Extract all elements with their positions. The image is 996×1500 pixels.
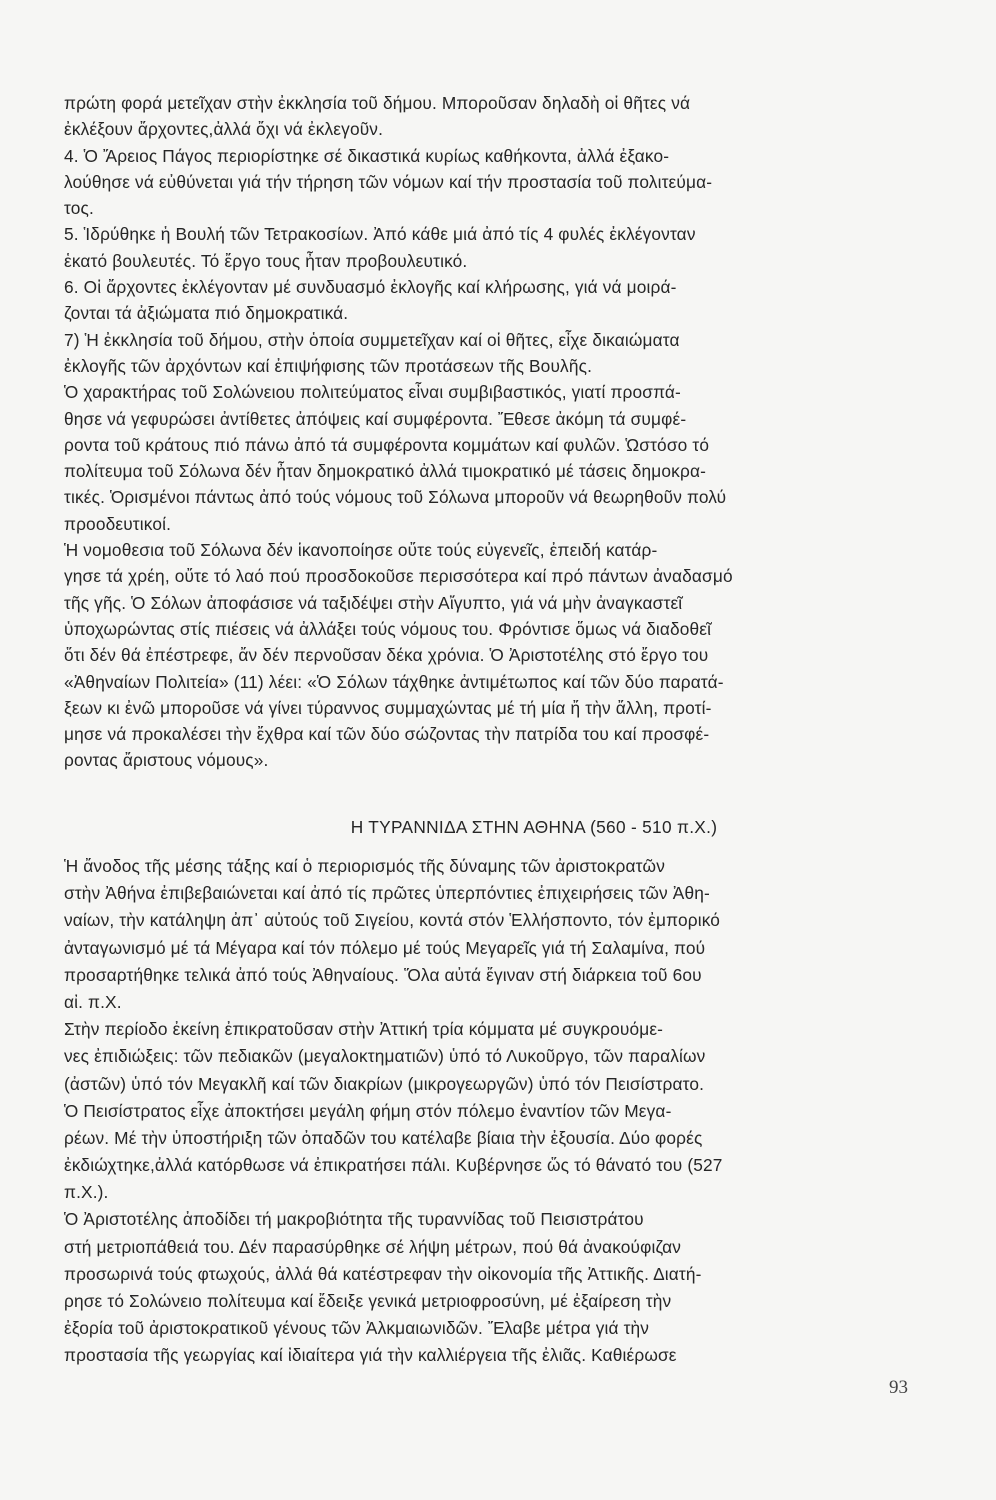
- text-line: θησε νά γεφυρώσει ἀντίθετες ἀπόψεις καί συμφέροντα. Ἔθεσε ἀκόμη τά συμφέ-: [64, 408, 687, 429]
- text-line: αἰ. π.Χ.: [64, 991, 122, 1012]
- text-line: ὑποχωρώντας στίς πιέσεις νά ἀλλάξει τούς νόμους του. Φρόντισε ὅμως νά διαδοθεῖ: [64, 618, 712, 639]
- text-line: στή μετριοπάθειά του. Δέν παρασύρθηκε σέ λήψη μέτρων, πού θά ἀνακούφιζαν: [64, 1236, 682, 1257]
- text-line: ροντας ἄριστους νόμους».: [64, 750, 269, 771]
- text-line: τικές. Ὁρισμένοι πάντως ἀπό τούς νόμους τοῦ Σόλωνα μποροῦν νά θεωρηθοῦν πολύ: [64, 487, 727, 508]
- text-line: πρώτη φορά μετεῖχαν στὴν ἐκκλησία τοῦ δήμου. Μποροῦσαν δηλαδὴ οἱ θῆτες νά: [64, 93, 691, 113]
- text-line: ἐκλέξουν ἄρχοντες,ἀλλά ὄχι νά ἐκλεγοῦν.: [64, 119, 384, 140]
- text-line: 6. Οἱ ἄρχοντες ἐκλέγονταν μέ συνδυασμό ἐκλογῆς καί κλήρωσης, γιά νά μοιρά-: [64, 277, 677, 298]
- text-line: Στὴν περίοδο ἐκείνη ἐπικρατοῦσαν στὴν Ἀττική τρία κόμματα μέ συγκρουόμε-: [64, 1019, 664, 1040]
- text-line: ἀνταγωνισμό μέ τά Μέγαρα καί τόν πόλεμο μέ τούς Μεγαρεῖς γιά τή Σαλαμίνα, πού: [64, 937, 706, 958]
- text-line: 7) Ἡ ἐκκλησία τοῦ δήμου, στὴν ὁποία συμμετεῖχαν καί οἱ θῆτες, εἶχε δικαιώματα: [64, 329, 680, 350]
- text-line: λούθησε νά εὐθύνεται γιά τήν τήρηση τῶν νόμων καί τήν προστασία τοῦ πολιτεύμα-: [64, 171, 713, 192]
- text-line: Ὁ Πεισίστρατος εἶχε ἀποκτήσει μεγάλη φήμη στόν πόλεμο ἐναντίον τῶν Μεγα-: [64, 1100, 672, 1121]
- text-line: ρησε τό Σολώνειο πολίτευμα καί ἔδειξε γενικά μετριοφροσύνη, μέ ἐξαίρεση τὴν: [64, 1291, 672, 1311]
- text-line: προσαρτήθηκε τελικά ἀπό τούς Ἀθηναίους. Ὅλα αὐτά ἔγιναν στή διάρκεια τοῦ 6ου: [64, 964, 702, 985]
- text-line: ρέων. Μέ τὴν ὑποστήριξη τῶν ὀπαδῶν του κατέλαβε βίαια τὴν ἐξουσία. Δύο φορές: [64, 1127, 703, 1148]
- text-line: «Ἀθηναίων Πολιτεία» (11) λέει: «Ὁ Σόλων τάχθηκε ἀντιμέτωπος καί τῶν δύο παρατά-: [64, 671, 724, 692]
- text-line: ὅτι δέν θά ἐπέστρεφε, ἄν δέν περνοῦσαν δέκα χρόνια. Ὁ Ἀριστοτέλης στό ἔργο του: [64, 645, 709, 666]
- text-line: ἐκλογῆς τῶν ἀρχόντων καί ἐπιψήφισης τῶν προτάσεων τῆς Βουλῆς.: [64, 355, 593, 376]
- text-line: προστασία τῆς γεωργίας καί ἰδιαίτερα γιά τὴν καλλιέργεια τῆς ἐλιᾶς. Καθιέρωσε: [64, 1345, 677, 1366]
- text-line: τος.: [64, 198, 94, 219]
- text-line: ναίων, τὴν κατάληψη ἀπ᾽ αὐτούς τοῦ Σιγείου, κοντά στόν Ἑλλήσποντο, τόν ἐμπορικό: [64, 910, 721, 931]
- text-line: προοδευτικοί.: [64, 513, 172, 534]
- text-line: ζονται τά ἀξιώματα πιό δημοκρατικά.: [64, 303, 349, 324]
- text-line: Ἡ ἄνοδος τῆς μέσης τάξης καί ὁ περιορισμός τῆς δύναμης τῶν ἀριστοκρατῶν: [64, 856, 665, 876]
- text-line: πολίτευμα τοῦ Σόλωνα δέν ἦταν δημοκρατικό ἀλλά τιμοκρατικό μέ τάσεις δημοκρα-: [64, 461, 706, 482]
- text-line: προσωρινά τούς φτωχούς, ἀλλά θά κατέστρεφαν τὴν οἰκονομία τῆς Ἀττικῆς. Διατή-: [64, 1263, 702, 1284]
- text-line: τῆς γῆς. Ὁ Σόλων ἀποφάσισε νά ταξιδέψει στὴν Αἴγυπτο, γιά νά μὴν ἀναγκαστεῖ: [64, 592, 683, 613]
- text-block-bottom: [64, 853, 902, 1370]
- page-number: 93: [889, 1377, 908, 1398]
- text-block-top: [64, 90, 902, 774]
- text-line: π.Χ.).: [64, 1182, 109, 1203]
- text-line: γησε τά χρέη, οὔτε τό λαό πού προσδοκοῦσε περισσότερα καί πρό πάντων ἀναδασμό: [64, 566, 733, 587]
- section-heading: Η ΤΥΡΑΝΝΙΔΑ ΣΤΗΝ ΑΘΗΝΑ (560 - 510 π.Χ.): [350, 817, 718, 837]
- text-line: ἑκατό βουλευτές. Τό ἔργο τους ἦταν προβουλευτικό.: [64, 250, 468, 271]
- text-line: μησε νά προκαλέσει τὴν ἔχθρα καί τῶν δύο σώζοντας τὴν πατρίδα του καί προσφέ-: [64, 724, 710, 745]
- text-line: ἐξορία τοῦ ἀριστοκρατικοῦ γένους τῶν Ἀλκμαιωνιδῶν. Ἔλαβε μέτρα γιά τὴν: [64, 1318, 650, 1339]
- text-line: Ὁ Ἀριστοτέλης ἀποδίδει τή μακροβιότητα τῆς τυραννίδας τοῦ Πεισιστράτου: [64, 1209, 644, 1230]
- text-line: νες ἐπιδιώξεις: τῶν πεδιακῶν (μεγαλοκτηματιῶν) ὑπό τό Λυκοῦργο, τῶν παραλίων: [64, 1046, 706, 1067]
- text-line: 4. Ὁ Ἄρειος Πάγος περιορίστηκε σέ δικαστικά κυρίως καθήκοντα, ἀλλά ἐξακο-: [64, 145, 670, 166]
- text-line: ἐκδιώχτηκε,ἀλλά κατόρθωσε νά ἐπικρατήσει πάλι. Κυβέρνησε ὥς τό θάνατό του (527: [64, 1155, 723, 1176]
- text-line: Ὁ χαρακτήρας τοῦ Σολώνειου πολιτεύματος εἶναι συμβιβαστικός, γιατί προσπά-: [64, 382, 681, 403]
- text-line: Ἡ νομοθεσια τοῦ Σόλωνα δέν ἱκανοποίησε οὔτε τούς εὐγενεῖς, ἐπειδή κατάρ-: [64, 540, 658, 561]
- text-line: ξεων κι ἐνῶ μποροῦσε νά γίνει τύραννος συμμαχώντας μέ τή μία ἤ τὴν ἄλλη, προτί-: [64, 697, 712, 718]
- text-line: ροντα τοῦ κράτους πιό πάνω ἀπό τά συμφέροντα κομμάτων καί φυλῶν. Ὡστόσο τό: [64, 434, 710, 455]
- text-line: στὴν Ἀθήνα ἐπιβεβαιώνεται καί ἀπό τίς πρῶτες ὑπερπόντιες ἐπιχειρήσεις τῶν Ἀθη-: [64, 883, 710, 904]
- text-line: 5. Ἱδρύθηκε ἡ Βουλή τῶν Τετρακοσίων. Ἀπό κάθε μιά ἀπό τίς 4 φυλές ἐκλέγονταν: [64, 224, 696, 245]
- text-line: (ἀστῶν) ὑπό τόν Μεγακλῆ καί τῶν διακρίων (μικρογεωργῶν) ὑπό τόν Πεισίστρατο.: [64, 1073, 705, 1094]
